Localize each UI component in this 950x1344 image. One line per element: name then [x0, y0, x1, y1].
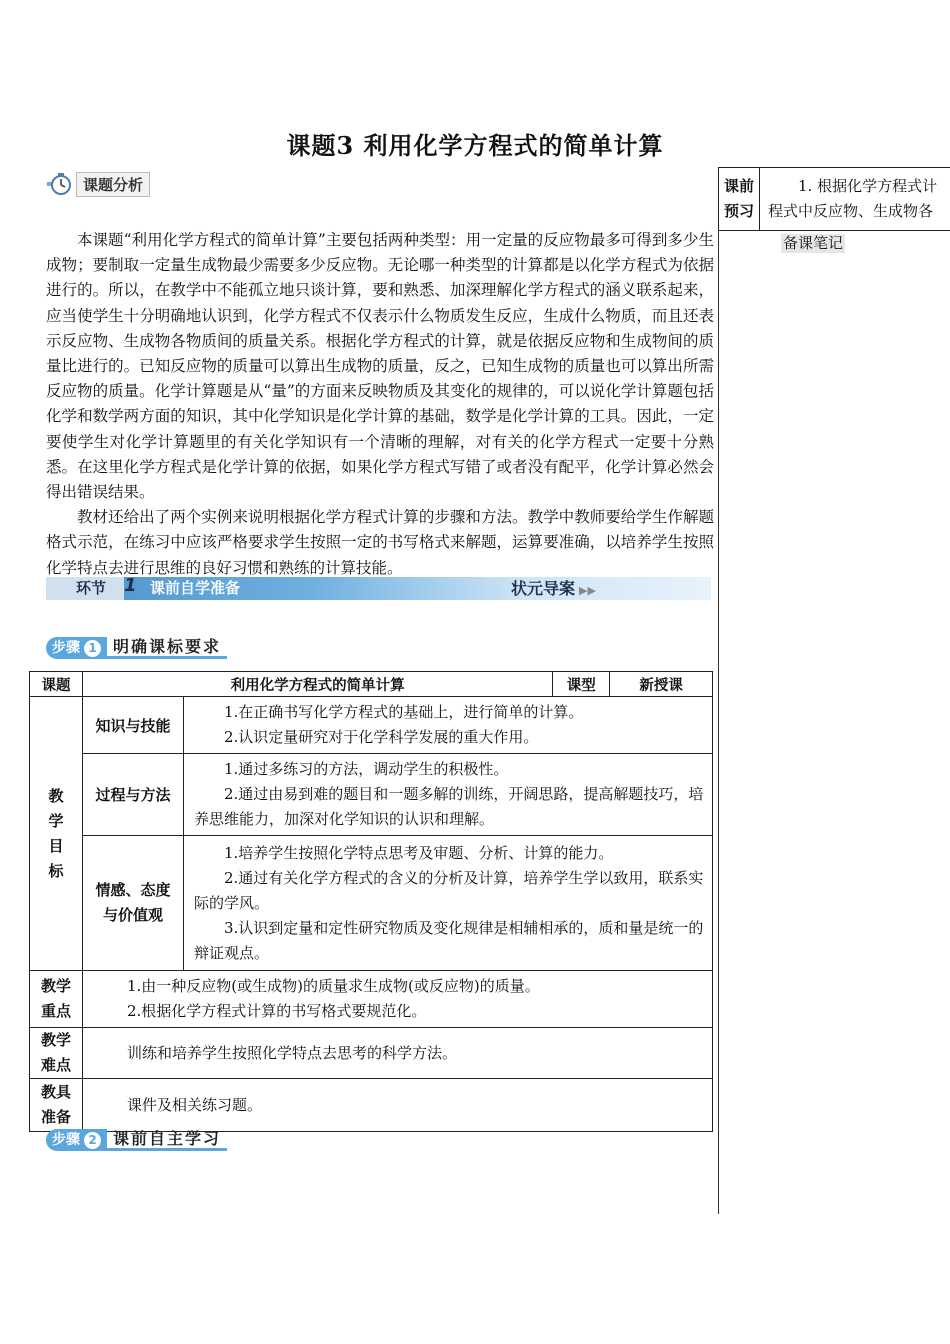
objectives-table	[29, 671, 713, 1132]
table-row	[30, 697, 713, 754]
goal-category: 知识与技能	[83, 697, 184, 754]
goal-category	[83, 836, 184, 971]
intro-paragraph: 教材还给出了两个实例来说明根据化学方程式计算的步骤和方法。教学中教师要给学生作解题格式示范，在练习中应该严格要求学生按照一定的书写格式来解题，运算要准确，以培养学生按照化学特点去进行思维的良好习惯和熟练的计算技能。	[46, 508, 714, 577]
goal-content	[184, 697, 713, 754]
goal-line: 2.通过有关化学方程式的含义的分析及计算，培养学生学以致用，联系实际的学风。	[194, 868, 704, 912]
intro-text	[46, 228, 714, 581]
tools-content	[83, 1079, 713, 1132]
band-daoan-text: 状元导案	[511, 579, 576, 598]
goal-line: 2.通过由易到难的题目和一题多解的训练，开阔思路，提高解题技巧，培养思维能力，加深对化学知识的认识和理解。	[194, 785, 704, 828]
tools-label	[30, 1079, 83, 1132]
table-row	[30, 1079, 713, 1132]
difficulty-content	[83, 1028, 713, 1079]
table-row	[30, 971, 713, 1028]
table-header-row	[30, 672, 713, 697]
goals-label	[30, 697, 83, 971]
table-row	[30, 754, 713, 836]
section-label	[46, 172, 150, 196]
preview-label-line: 预习	[723, 202, 754, 220]
goal-line: 3.认识到定量和定性研究物质及变化规律是相辅相承的，质和量是统一的辩证观点。	[194, 918, 704, 962]
tools-line: 课件及相关练习题。	[127, 1095, 263, 1114]
preview-line: 1. 根据化学方程式计	[798, 177, 938, 195]
goal-category-line: 情感、态度	[95, 881, 171, 899]
key-line: 1.由一种反应物(或生成物)的质量求生成物(或反应物)的质量。	[127, 977, 540, 995]
band-number: 1	[124, 575, 137, 596]
page-title: 课题3 利用化学方程式的简单计算	[286, 131, 664, 160]
lesson-notes-label: 备课笔记	[783, 234, 844, 252]
preview-box	[718, 167, 950, 231]
goal-content	[184, 836, 713, 971]
band-label: 环节	[46, 577, 124, 600]
header-topic-value: 利用化学方程式的简单计算	[83, 672, 553, 697]
goals-label-char: 标	[48, 861, 64, 880]
band-daoan	[511, 577, 596, 602]
step-label: 课前自主学习	[107, 1129, 227, 1151]
header-type-label: 课型	[553, 672, 610, 697]
step-1-header	[46, 637, 227, 659]
header-type-value: 新授课	[610, 672, 713, 697]
preview-text	[768, 174, 950, 224]
goal-category-line: 与价值观	[102, 906, 163, 924]
step-tag	[46, 1129, 107, 1151]
table-row	[30, 836, 713, 971]
goal-line: 1.通过多练习的方法，调动学生的积极性。	[224, 760, 509, 778]
tools-label-line: 教具	[40, 1083, 71, 1101]
step-tag	[46, 637, 107, 659]
key-label-line: 教学	[40, 977, 71, 995]
goal-line: 2.认识定量研究对于化学科学发展的重大作用。	[224, 728, 539, 746]
step-number: 1	[84, 640, 101, 657]
difficulty-label-line: 难点	[40, 1056, 71, 1074]
key-line: 2.根据化学方程式计算的书写格式要规范化。	[127, 1002, 427, 1020]
difficulty-label-line: 教学	[40, 1031, 71, 1049]
step-label: 明确课标要求	[107, 637, 227, 659]
goals-label-char: 教	[48, 786, 64, 805]
preview-label-line: 课前	[723, 177, 754, 195]
key-content	[83, 971, 713, 1028]
header-topic-label: 课题	[30, 672, 83, 697]
goal-category: 过程与方法	[83, 754, 184, 836]
margin-divider	[718, 229, 719, 1214]
key-label	[30, 971, 83, 1028]
goals-label-char: 学	[48, 811, 64, 830]
band-stage: 课前自学准备	[150, 579, 241, 597]
key-label-line: 重点	[40, 1002, 71, 1020]
clock-icon	[46, 172, 72, 196]
preview-line: 程式中反应物、生成物各	[768, 202, 934, 220]
stage-band	[46, 577, 711, 600]
difficulty-label	[30, 1028, 83, 1079]
goal-line: 1.培养学生按照化学特点思考及审题、分析、计算的能力。	[224, 843, 614, 862]
preview-label	[719, 168, 760, 230]
difficulty-line: 训练和培养学生按照化学特点去思考的科学方法。	[127, 1043, 458, 1062]
step-tag-text: 步骤	[52, 1132, 80, 1148]
table-row	[30, 1028, 713, 1079]
goals-label-char: 目	[48, 836, 64, 855]
double-arrow-icon: ▶▶	[579, 584, 596, 597]
tools-label-line: 准备	[40, 1108, 71, 1126]
intro-paragraph: 本课题“利用化学方程式的简单计算”主要包括两种类型：用一定量的反应物最多可得到多少生成物；要制取一定量生成物最少需要多少反应物。无论哪一种类型的计算都是以化学方程式为依据进行的。所以，在教学中不能孤立地只谈计算，要和熟悉、加深理解化学方程式的涵义联系起来，应当使学生十分明确地认识到，化学方程式不仅表示什么物质发生反应，生成什么物质，而且还表示反应物、生成物各物质间的质量关系。根据化学方程式的计算，就是依据反应物和生成物间的质量比进行的。已知反应物的质量可以算出生成物的质量，反之，已知生成物的质量也可以算出所需反应物的质量。化学计算题是从“量”的方面来反映物质及其变化的规律的，可以说化学计算题包括化学和数学两方面的知识，其中化学知识是化学计算的基础，数学是化学计算的工具。因此，一定要使学生对化学计算题里的有关化学知识有一个清晰的理解，对有关的化学方程式一定要十分熟悉。在这里化学方程式是化学计算的依据，如果化学方程式写错了或者没有配平，化学计算必然会得出错误结果。	[46, 231, 714, 502]
step-tag-text: 步骤	[52, 640, 80, 656]
goal-line: 1.在正确书写化学方程式的基础上，进行简单的计算。	[224, 703, 584, 721]
step-2-header	[46, 1129, 227, 1151]
goal-content	[184, 754, 713, 836]
step-number: 2	[84, 1132, 101, 1149]
section-label-text: 课题分析	[76, 172, 150, 197]
